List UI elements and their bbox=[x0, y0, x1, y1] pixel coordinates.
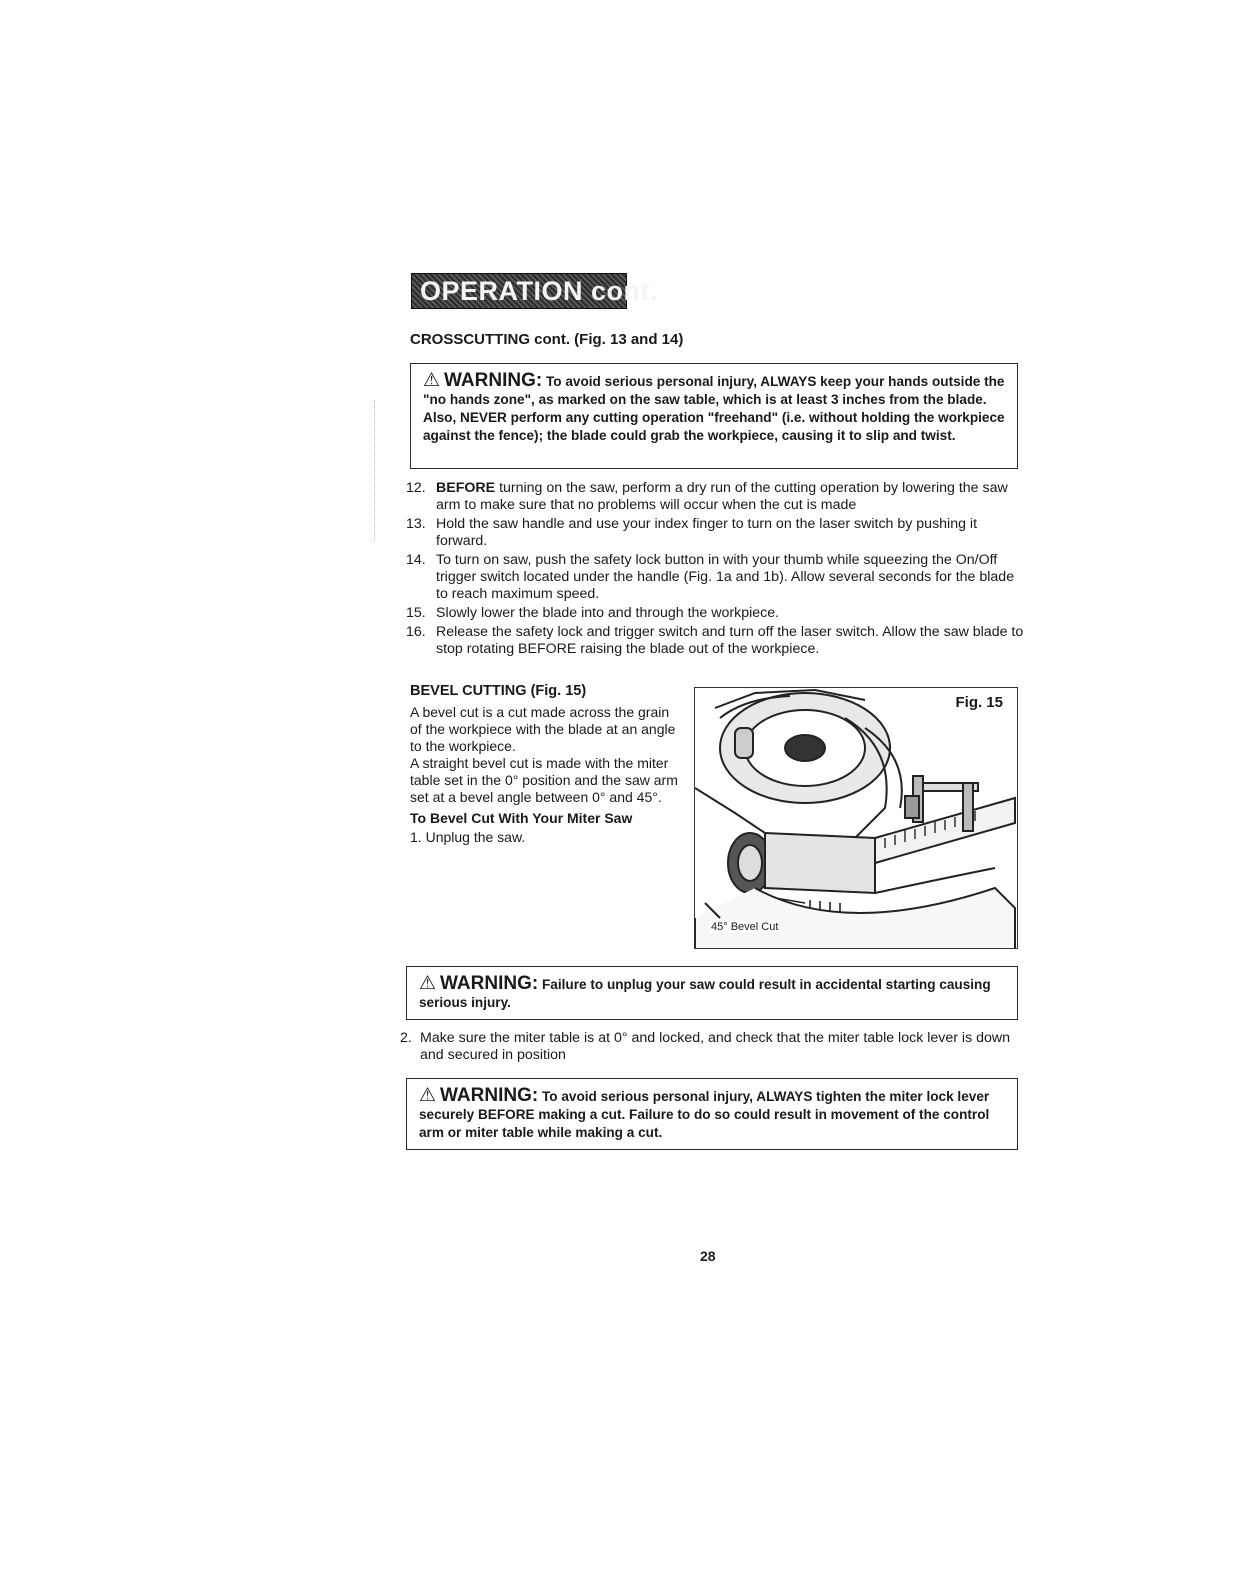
list-item: 13. Hold the saw handle and use your index finger to turn on the laser switch by pushing it forward. bbox=[406, 516, 978, 549]
bevel-paragraph-1: A bevel cut is a cut made across the grain of the workpiece with the blade at an angle to the workpiece. bbox=[410, 704, 676, 754]
margin-rule bbox=[374, 400, 375, 540]
warning-text: To avoid serious personal injury, ALWAYS keep your hands outside the "no hands zone", as marked on the saw table, which is at least 3 inches from the blade. Also, NEVER perform any cutting operation "freehand" (i.e. without holding the workpiece against the fence); the blade could grab the workpiece, causing it to slip and twist. bbox=[423, 374, 1005, 443]
warning-box-2 bbox=[406, 966, 1018, 1020]
warning-triangle-icon: ⚠ bbox=[419, 1085, 437, 1106]
list-item: 15. Slowly lower the blade into and through the workpiece. bbox=[406, 605, 780, 621]
warning-box-1 bbox=[410, 363, 1018, 469]
bevel-cutting-section bbox=[410, 683, 680, 846]
figure-15 bbox=[694, 687, 1018, 949]
warning-label: WARNING: bbox=[444, 370, 543, 391]
section-banner bbox=[411, 273, 659, 309]
warning-triangle-icon: ⚠ bbox=[419, 973, 437, 994]
figure-label: Fig. 15 bbox=[955, 694, 1003, 711]
warning-box-3 bbox=[406, 1078, 1018, 1150]
bevel-step-1: 1. Unplug the saw. bbox=[410, 829, 526, 845]
figure-caption: 45° Bevel Cut bbox=[711, 921, 779, 933]
step-2: 2. Make sure the miter table is at 0° and locked, and check that the miter table lock lever is down and secured in position bbox=[400, 1030, 1011, 1063]
section-banner-title: OPERATION cont. bbox=[420, 276, 659, 306]
warning-triangle-icon: ⚠ bbox=[423, 370, 441, 391]
bevel-heading: BEVEL CUTTING (Fig. 15) bbox=[410, 683, 587, 699]
crosscutting-subheading: CROSSCUTTING cont. (Fig. 13 and 14) bbox=[410, 331, 684, 348]
warning-label: WARNING: bbox=[440, 973, 539, 994]
warning-text: To avoid serious personal injury, ALWAYS tighten the miter lock lever securely BEFORE making a cut. Failure to do so could result in movement of the control arm or miter table while making a cut. bbox=[419, 1089, 990, 1140]
bevel-subheading: To Bevel Cut With Your Miter Saw bbox=[410, 810, 633, 826]
warning-label: WARNING: bbox=[440, 1085, 539, 1106]
list-item: 14. To turn on saw, push the safety lock button in with your thumb while squeezing the On/Off trigger switch located under the handle (Fig. 1a and 1b). Allow several seconds for the blade to reach maximum speed. bbox=[406, 552, 1015, 602]
list-item: 12. BEFORE turning on the saw, perform a dry run of the cutting operation by lowering the saw arm to make sure that no problems will occur when the cut is made bbox=[406, 480, 1008, 513]
warning-text: Failure to unplug your saw could result in accidental starting causing serious injury. bbox=[419, 977, 991, 1010]
steps-list bbox=[400, 480, 1025, 660]
page-number: 28 bbox=[700, 1248, 716, 1264]
list-item: 16. Release the safety lock and trigger switch and turn off the laser switch. Allow the saw blade to stop rotating BEFORE raising the blade out of the workpiece. bbox=[406, 624, 1024, 657]
miter-saw-illustration bbox=[695, 688, 1018, 949]
bevel-paragraph-2: A straight bevel cut is made with the miter table set in the 0° position and the saw arm set at a bevel angle between 0° and 45°. bbox=[410, 755, 678, 805]
